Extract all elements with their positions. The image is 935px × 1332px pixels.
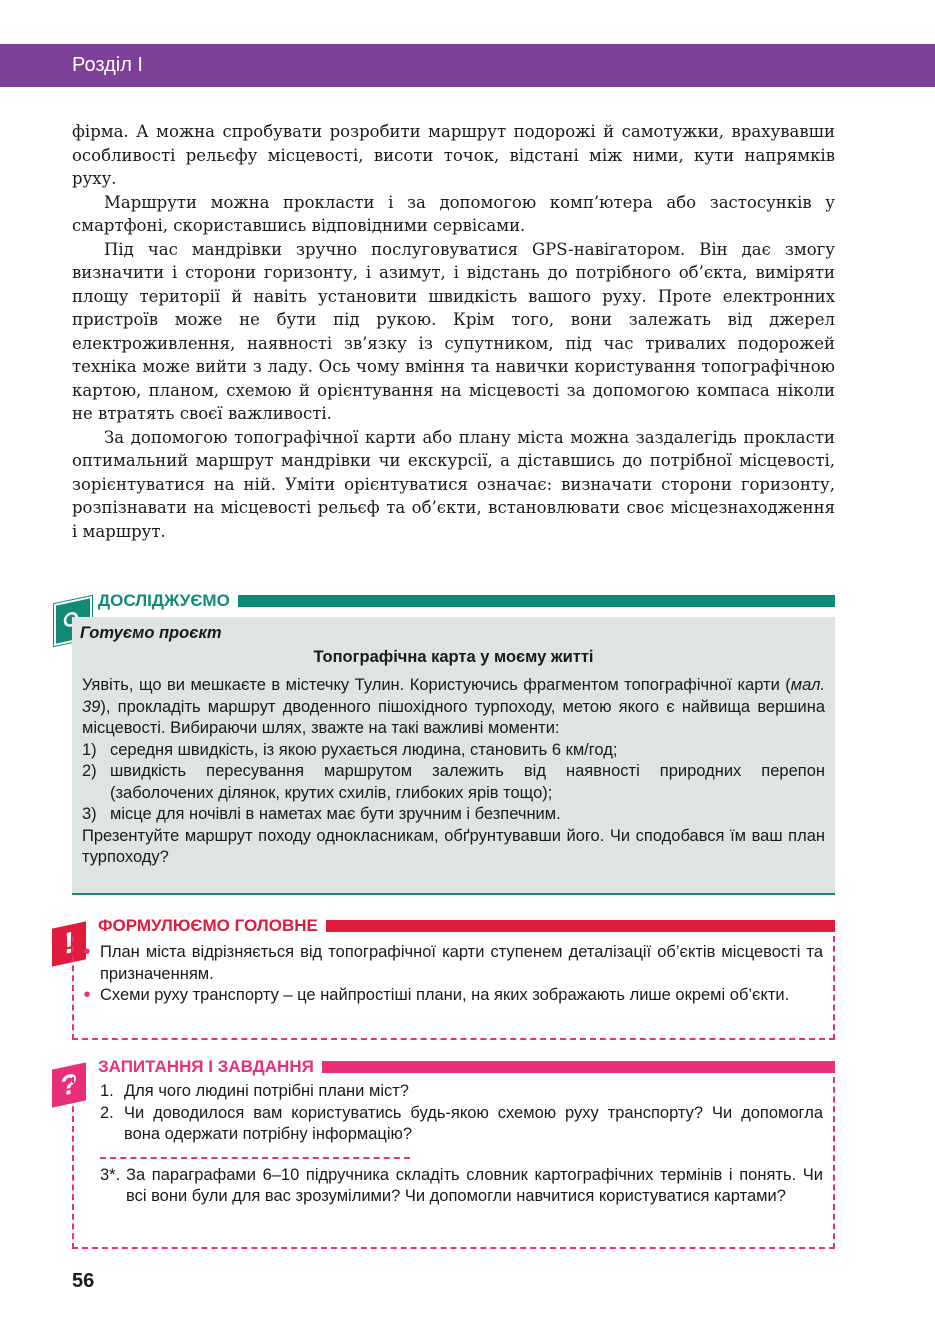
question-icon: ?: [52, 1062, 86, 1107]
research-heading-label: ДОСЛІДЖУЄМО: [98, 591, 230, 610]
list-text: План міста відрізняється від топографічної карти ступенем деталізації об’єктів місцевості та призначенням.: [100, 943, 823, 983]
question-text: Чи доводилося вам користуватись будь-якою схемою руху транспорту? Чи допомогла вона одержати потрібну інформацію?: [124, 1103, 823, 1143]
questions-heading-bar: [322, 1061, 835, 1073]
exclamation-icon: !: [52, 921, 86, 966]
question-item: [100, 1165, 833, 1208]
intro-part: ), прокладіть маршрут дводенного пішохідного турпоходу, метою якого є найвища вершина місцевості. Вибираючи шлях, зважте на такі важливі моменти:: [82, 697, 825, 737]
summary-box: [72, 936, 835, 1040]
questions-box: [72, 1077, 835, 1249]
paragraph: Під час мандрівки зручно послуговуватися GPS-навігатором. Він дає змогу визначити і сторони горизонту, і азимут, і відстань до потрібного об’єкта, виміряти площу території й навіть установити швидкість вашого руху. Проте електронних пристроїв може не бути під рукою. Крім того, вони залежать від джерел електроживлення, наявності зв’язку із супутником, під час тривалих подорожей техніка може вийти з ладу. Ось чому вміння та навички користування топографічною картою, планом, схемою й орієнтування на місцевості за допомогою компаса ніколи не втратять своєї важливості.: [72, 239, 835, 423]
list-item: [74, 985, 833, 1007]
list-text: Схеми руху транспорту – це найпростіші плани, на яких зображають лише окремі об’єкти.: [100, 986, 790, 1004]
research-outro: Презентуйте маршрут походу однокласникам, обґрунтувавши його. Чи сподобався їм ваш план турпоходу?: [82, 826, 825, 866]
research-box: [72, 617, 835, 895]
summary-heading-label: ФОРМУЛЮЄМО ГОЛОВНЕ: [98, 916, 318, 935]
question-text: Для чого людині потрібні плани міст?: [124, 1082, 409, 1100]
question-item: [100, 1103, 833, 1146]
paragraph: За допомогою топографічної карти або плану міста можна заздалегідь прокласти оптимальний маршрут мандрівки чи екскурсії, а діставшись до потрібної місцевості, зорієнтуватися на ній. Уміти орієнтуватися означає: визначати сторони горизонту, розпізнавати на місцевості рельєф та об’єкти, встановлювати своє місцезнаходження і маршрут.: [72, 427, 835, 541]
paragraph: Маршрути можна прокласти і за допомогою комп’ютера або застосунків у смартфоні, скориставшись відповідними сервісами.: [72, 192, 835, 235]
project-title: Топографічна карта у моєму житті: [313, 647, 594, 666]
divider: [100, 1157, 410, 1159]
list-item: [82, 804, 825, 826]
research-heading-bar: [238, 595, 835, 607]
main-text: [72, 120, 835, 543]
list-number: 2): [82, 762, 97, 780]
bullet-icon: •: [83, 941, 91, 963]
summary-heading-bar: [326, 920, 835, 932]
summary-heading: [98, 917, 835, 935]
question-number: 3*.: [100, 1165, 121, 1184]
list-text: місце для ночівлі в наметах має бути зручним і безпечним.: [110, 805, 561, 823]
questions-heading: [98, 1058, 835, 1076]
question-number: 2.: [100, 1103, 114, 1122]
intro-part: Уявіть, що ви мешкаєте в містечку Тулин. Користуючись фрагментом топографічної карти (: [82, 676, 791, 694]
list-text: середня швидкість, із якою рухається людина, становить 6 км/год;: [110, 740, 618, 759]
questions-heading-label: ЗАПИТАННЯ І ЗАВДАННЯ: [98, 1057, 314, 1076]
section-title: Розділ І: [72, 54, 143, 76]
section-header: [0, 44, 935, 87]
list-number: 1): [82, 740, 97, 759]
question-number: 1.: [100, 1082, 114, 1100]
question-item: [100, 1081, 833, 1103]
list-item: [82, 740, 825, 762]
question-text: За параграфами 6–10 підручника складіть словник картографічних термінів і понять. Чи всі вони були для вас зрозумілими? Чи допомогли навчитися користуватися картами?: [126, 1165, 823, 1205]
page-number: 56: [72, 1270, 95, 1292]
research-subtitle: Готуємо проєкт: [80, 624, 222, 642]
bullet-icon: •: [83, 984, 91, 1006]
research-intro: [82, 675, 825, 740]
figure-ref: мал. 39: [82, 676, 825, 716]
list-item: [74, 942, 833, 985]
research-heading: [98, 592, 835, 610]
list-number: 3): [82, 805, 97, 823]
paragraph: фірма. А можна спробувати розробити маршрут подорожі й самотужки, врахувавши особливості рельєфу місцевості, висоти точок, відстані між ними, кути напрямків руху.: [72, 122, 835, 188]
list-text: швидкість пересування маршрутом залежить від наявності природних перепон (заболочених ділянок, крутих схилів, глибоких ярів тощо);: [110, 762, 825, 802]
list-item: [82, 761, 825, 804]
